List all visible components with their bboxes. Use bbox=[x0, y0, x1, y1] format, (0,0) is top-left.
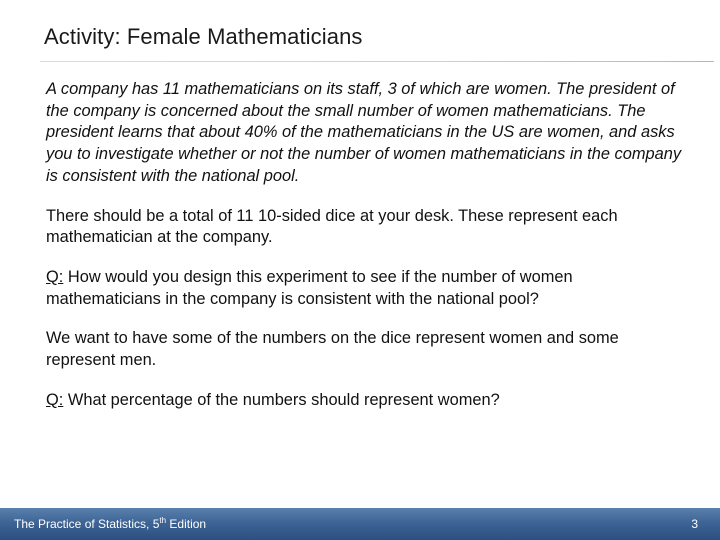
footer-title-sup: th bbox=[159, 516, 167, 525]
question-2-text: What percentage of the numbers should represent women? bbox=[63, 390, 500, 409]
dice-paragraph: There should be a total of 11 10-sided dice at your desk. These represent each mathematician at the company. bbox=[46, 206, 618, 247]
question-1-paragraph bbox=[46, 267, 686, 310]
question-1-text: How would you design this experiment to see if the number of women mathematicians in the company is consistent with the national pool? bbox=[46, 267, 573, 308]
footer-title-prefix: The Practice of Statistics, 5 bbox=[14, 517, 160, 531]
footer-title-suffix: Edition bbox=[166, 517, 207, 531]
question-1-label: Q: bbox=[46, 267, 64, 286]
title-divider bbox=[40, 61, 714, 62]
question-2-label: Q: bbox=[46, 390, 64, 409]
page-number: 3 bbox=[691, 517, 698, 531]
scenario-paragraph: A company has 11 mathematicians on its staff, 3 of which are women. The president of the company is concerned about the small number of women mathematicians. The president learns that about 40% of the mathematicians in the US are women, and asks you to investigate whether or not the number of women mathematicians in the company is consistent with the national pool. bbox=[46, 80, 682, 185]
slide-body bbox=[46, 79, 686, 429]
question-2-paragraph bbox=[46, 390, 686, 412]
footer-bar bbox=[0, 508, 720, 540]
dice-assignment-paragraph: We want to have some of the numbers on the dice represent women and some represent men. bbox=[46, 329, 619, 370]
slide-title: Activity: Female Mathematicians bbox=[44, 24, 363, 49]
footer-book-title bbox=[14, 517, 206, 531]
